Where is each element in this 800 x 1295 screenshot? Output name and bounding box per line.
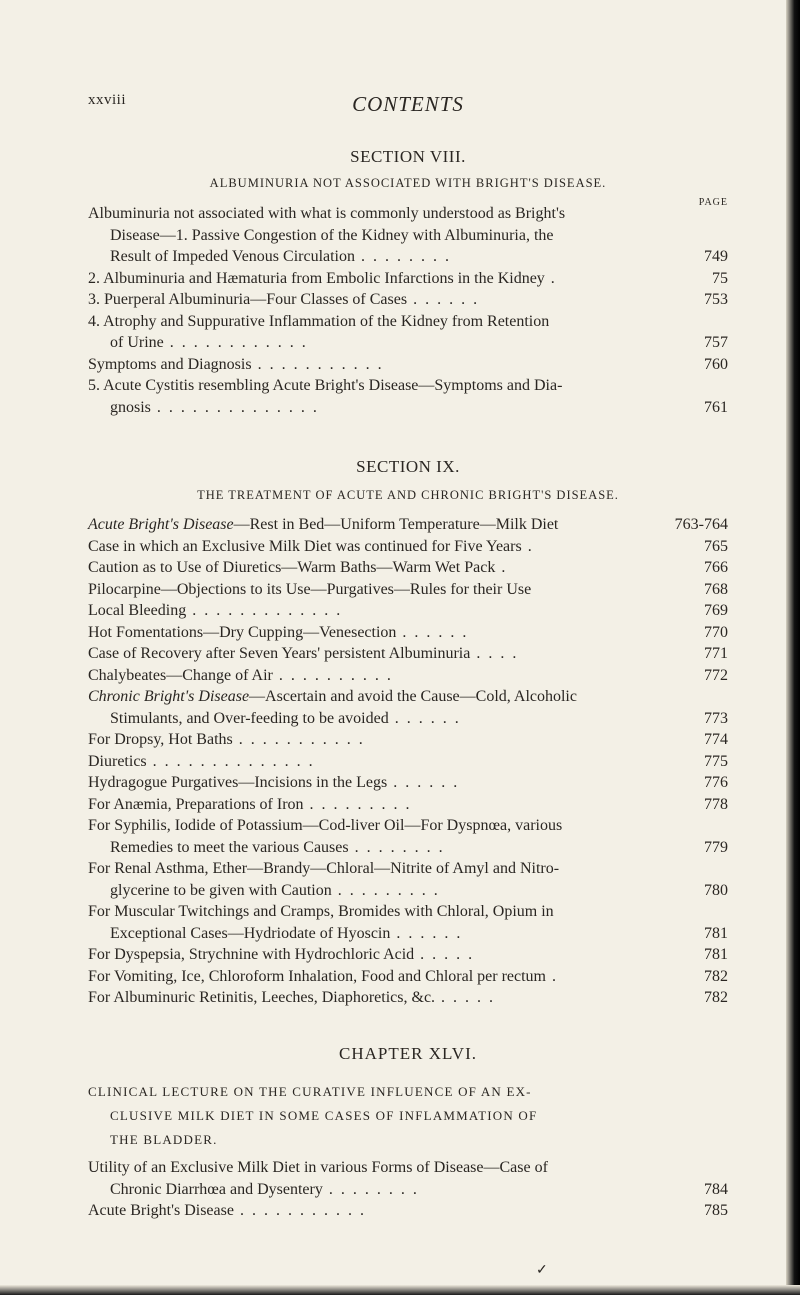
toc-page-number: 768 [704,580,728,598]
toc-page-number: 760 [704,355,728,373]
toc-entry[interactable]: Albuminuria not associated with what is commonly understood as Bright's Disease—1. Passive Congestion of the Kidney with Albuminuria, the Result of Impeded Venous Circulation . . . . . . . . 749 [88,203,728,268]
toc-page-number: 782 [704,967,728,985]
toc-page-number: 785 [704,1202,728,1219]
toc-page-number: 75 [712,269,728,287]
page-edge-shadow [786,0,800,1295]
section-8-entries [88,203,728,418]
toc-entry[interactable]: Acute Bright's Disease . . . . . . . . . . . 785 [88,1200,728,1222]
toc-entry[interactable]: For Muscular Twitchings and Cramps, Bromides with Chloral, Opium in Exceptional Cases—Hydriodate of Hyoscin . . . . . . 781 [88,901,728,944]
running-header [88,92,728,122]
toc-page-number: 781 [704,924,728,942]
toc-page-number: 778 [704,795,728,813]
toc-page-number: 775 [704,752,728,770]
toc-page-number: 757 [704,334,728,351]
toc-entry[interactable]: Hot Fomentations—Dry Cupping—Venesection . . . . . . 770 [88,622,728,644]
toc-entry[interactable]: For Vomiting, Ice, Chloroform Inhalation, Food and Chloral per rectum . 782 [88,966,728,988]
toc-page-number: 782 [704,989,728,1006]
stray-mark: ✓ [536,1263,548,1278]
toc-entry[interactable]: Case of Recovery after Seven Years' persistent Albuminuria . . . . 771 [88,643,728,665]
toc-page-number: 753 [704,291,728,308]
toc-entry[interactable]: For Renal Asthma, Ether—Brandy—Chloral—Nitrite of Amyl and Nitro- glycerine to be given with Caution . . . . . . . . . 780 [88,858,728,901]
toc-page-number: 763-764 [674,516,728,533]
toc-page-number: 769 [704,602,728,619]
toc-entry[interactable]: Caution as to Use of Diuretics—Warm Baths—Warm Wet Pack . 766 [88,557,728,579]
toc-page-number: 779 [704,838,728,856]
toc-page-number: 780 [704,881,728,899]
toc-page-number: 766 [704,559,728,576]
toc-entry[interactable]: 3. Puerperal Albuminuria—Four Classes of Cases . . . . . . 753 [88,289,728,311]
chapter-46-heading: CHAPTER XLVI. [339,1044,477,1063]
toc-entry[interactable]: For Dropsy, Hot Baths . . . . . . . . . . . 774 [88,729,728,751]
section-9-entries [88,514,728,1009]
page-column-label: PAGE [698,197,728,208]
running-title: CONTENTS [352,92,464,116]
toc-entry[interactable]: Chronic Bright's Disease—Ascertain and avoid the Cause—Cold, Alcoholic Stimulants, and Over-feeding to be avoided . . . . . . 773 [88,686,728,729]
toc-entry[interactable]: For Anæmia, Preparations of Iron . . . . . . . . . 778 [88,794,728,816]
toc-entry[interactable]: Diuretics . . . . . . . . . . . . . . 775 [88,751,728,773]
toc-entry[interactable]: For Albuminuric Retinitis, Leeches, Diaphoretics, &c. . . . . . 782 [88,987,728,1009]
toc-page-number: 772 [704,666,728,684]
toc-page-number: 774 [704,731,728,748]
toc-entry[interactable]: Case in which an Exclusive Milk Diet was continued for Five Years . 765 [88,536,728,558]
section-8-subheading: ALBUMINURIA NOT ASSOCIATED WITH BRIGHT'S DISEASE. [209,176,607,190]
toc-entry[interactable]: Acute Bright's Disease—Rest in Bed—Uniform Temperature—Milk Diet 763-764 [88,514,728,536]
toc-entry[interactable]: Hydragogue Purgatives—Incisions in the Legs . . . . . . 776 [88,772,728,794]
page-bottom-edge [0,1285,800,1295]
toc-page-number: 784 [704,1180,728,1198]
toc-page-number: 761 [704,398,728,416]
section-9-heading: SECTION IX. [356,457,460,476]
toc-page-number: 770 [704,623,728,641]
section-8-heading: SECTION VIII. [350,147,466,166]
toc-page-number: 765 [704,537,728,555]
chapter-46-subheading: CLINICAL LECTURE ON THE CURATIVE INFLUENCE OF AN EX- CLUSIVE MILK DIET IN SOME CASES OF INFLAMMATION OF THE BLADDER. [88,1084,538,1147]
toc-entry[interactable]: 5. Acute Cystitis resembling Acute Bright's Disease—Symptoms and Dia- gnosis . . . . . . . . . . . . . . 761 [88,375,728,418]
toc-page-number: 771 [704,645,728,662]
toc-entry[interactable]: Chalybeates—Change of Air . . . . . . . . . . 772 [88,665,728,687]
section-9-subheading: THE TREATMENT OF ACUTE AND CHRONIC BRIGHT'S DISEASE. [197,488,619,502]
page-number: xxviii [88,92,127,108]
toc-entry[interactable]: Local Bleeding . . . . . . . . . . . . . 769 [88,600,728,622]
chapter-46-entries [88,1157,728,1222]
toc-entry[interactable]: Utility of an Exclusive Milk Diet in various Forms of Disease—Case of Chronic Diarrhœa and Dysentery . . . . . . . . 784 [88,1157,728,1200]
toc-entry[interactable]: Pilocarpine—Objections to its Use—Purgatives—Rules for their Use 768 [88,579,728,601]
toc-page-number: 773 [704,709,728,727]
toc-entry[interactable]: Symptoms and Diagnosis . . . . . . . . . . . 760 [88,354,728,376]
toc-entry[interactable]: 2. Albuminuria and Hæmaturia from Embolic Infarctions in the Kidney . 75 [88,268,728,290]
toc-page-number: 749 [704,248,728,265]
toc-entry[interactable]: For Dyspepsia, Strychnine with Hydrochloric Acid . . . . . 781 [88,944,728,966]
toc-page-number: 776 [704,774,728,791]
toc-page-number: 781 [704,946,728,963]
toc-entry[interactable]: 4. Atrophy and Suppurative Inflammation of the Kidney from Retention of Urine . . . . . . . . . . . . 757 [88,311,728,354]
toc-entry[interactable]: For Syphilis, Iodide of Potassium—Cod-liver Oil—For Dyspnœa, various Remedies to meet the various Causes . . . . . . . . 779 [88,815,728,858]
